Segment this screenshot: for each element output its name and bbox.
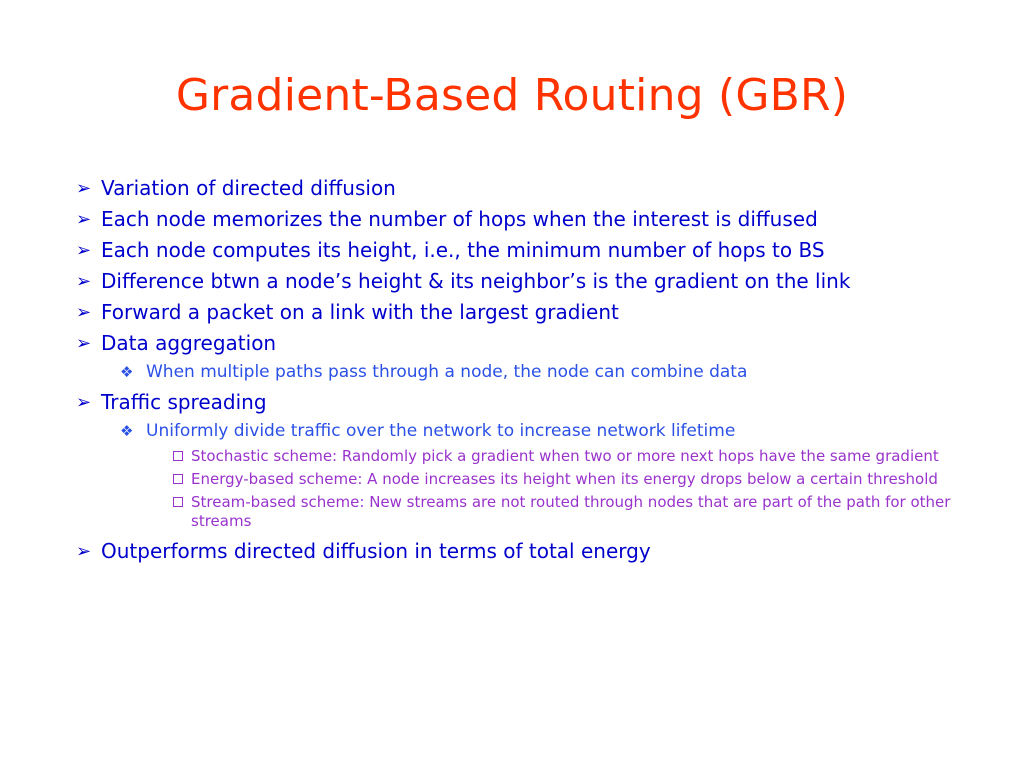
bullet-item (60, 178, 980, 199)
hollow-square-bullet-icon (173, 451, 183, 461)
bullet-list (60, 178, 980, 562)
bullet-text: Forward a packet on a link with the largest gradient (101, 300, 619, 324)
slide-title: Gradient-Based Routing (GBR) (175, 70, 849, 121)
diamond-cluster-bullet-icon: ❖ (120, 363, 134, 381)
sub-sub-bullet-text: Stochastic scheme: Randomly pick a gradient when two or more next hops have the same gradient (191, 447, 939, 465)
bullet-text: Data aggregation (101, 331, 277, 355)
arrowhead-bullet-icon: ➢ (76, 178, 92, 199)
bullet-text: Variation of directed diffusion (101, 176, 396, 200)
sub-bullet-text: Uniformly divide traffic over the network to increase network lifetime (146, 421, 736, 441)
sub-sub-bullet-text: Energy-based scheme: A node increases its height when its energy drops below a certain threshold (191, 470, 938, 488)
sub-sub-bullet-text: Stream-based scheme: New streams are not routed through nodes that are part of the path for other streams (191, 493, 951, 530)
bullet-item (60, 302, 980, 323)
arrowhead-bullet-icon: ➢ (76, 392, 92, 413)
bullet-item (60, 209, 980, 230)
arrowhead-bullet-icon: ➢ (76, 240, 92, 261)
arrowhead-bullet-icon: ➢ (76, 271, 92, 292)
hollow-square-bullet-icon (173, 497, 183, 507)
arrowhead-bullet-icon: ➢ (76, 209, 92, 230)
diamond-cluster-bullet-icon: ❖ (120, 422, 134, 440)
bullet-text: Each node memorizes the number of hops when the interest is diffused (101, 207, 818, 231)
sub-bullet-item (60, 421, 980, 441)
sub-bullet-text: When multiple paths pass through a node, the node can combine data (146, 362, 748, 382)
bullet-text: Traffic spreading (101, 390, 267, 414)
bullet-item (60, 271, 980, 292)
bullet-text: Difference btwn a node’s height & its neighbor’s is the gradient on the link (101, 269, 851, 293)
arrowhead-bullet-icon: ➢ (76, 302, 92, 323)
sub-sub-bullet-item (60, 493, 980, 531)
sub-sub-bullet-item (60, 447, 980, 466)
bullet-item (60, 333, 980, 354)
bullet-item (60, 392, 980, 413)
sub-sub-bullet-item (60, 470, 980, 489)
arrowhead-bullet-icon: ➢ (76, 333, 92, 354)
bullet-text: Each node computes its height, i.e., the minimum number of hops to BS (101, 238, 825, 262)
hollow-square-bullet-icon (173, 474, 183, 484)
bullet-text: Outperforms directed diffusion in terms of total energy (101, 539, 651, 563)
bullet-item (60, 240, 980, 261)
sub-bullet-item (60, 362, 980, 382)
bullet-item (60, 541, 980, 562)
arrowhead-bullet-icon: ➢ (76, 541, 92, 562)
